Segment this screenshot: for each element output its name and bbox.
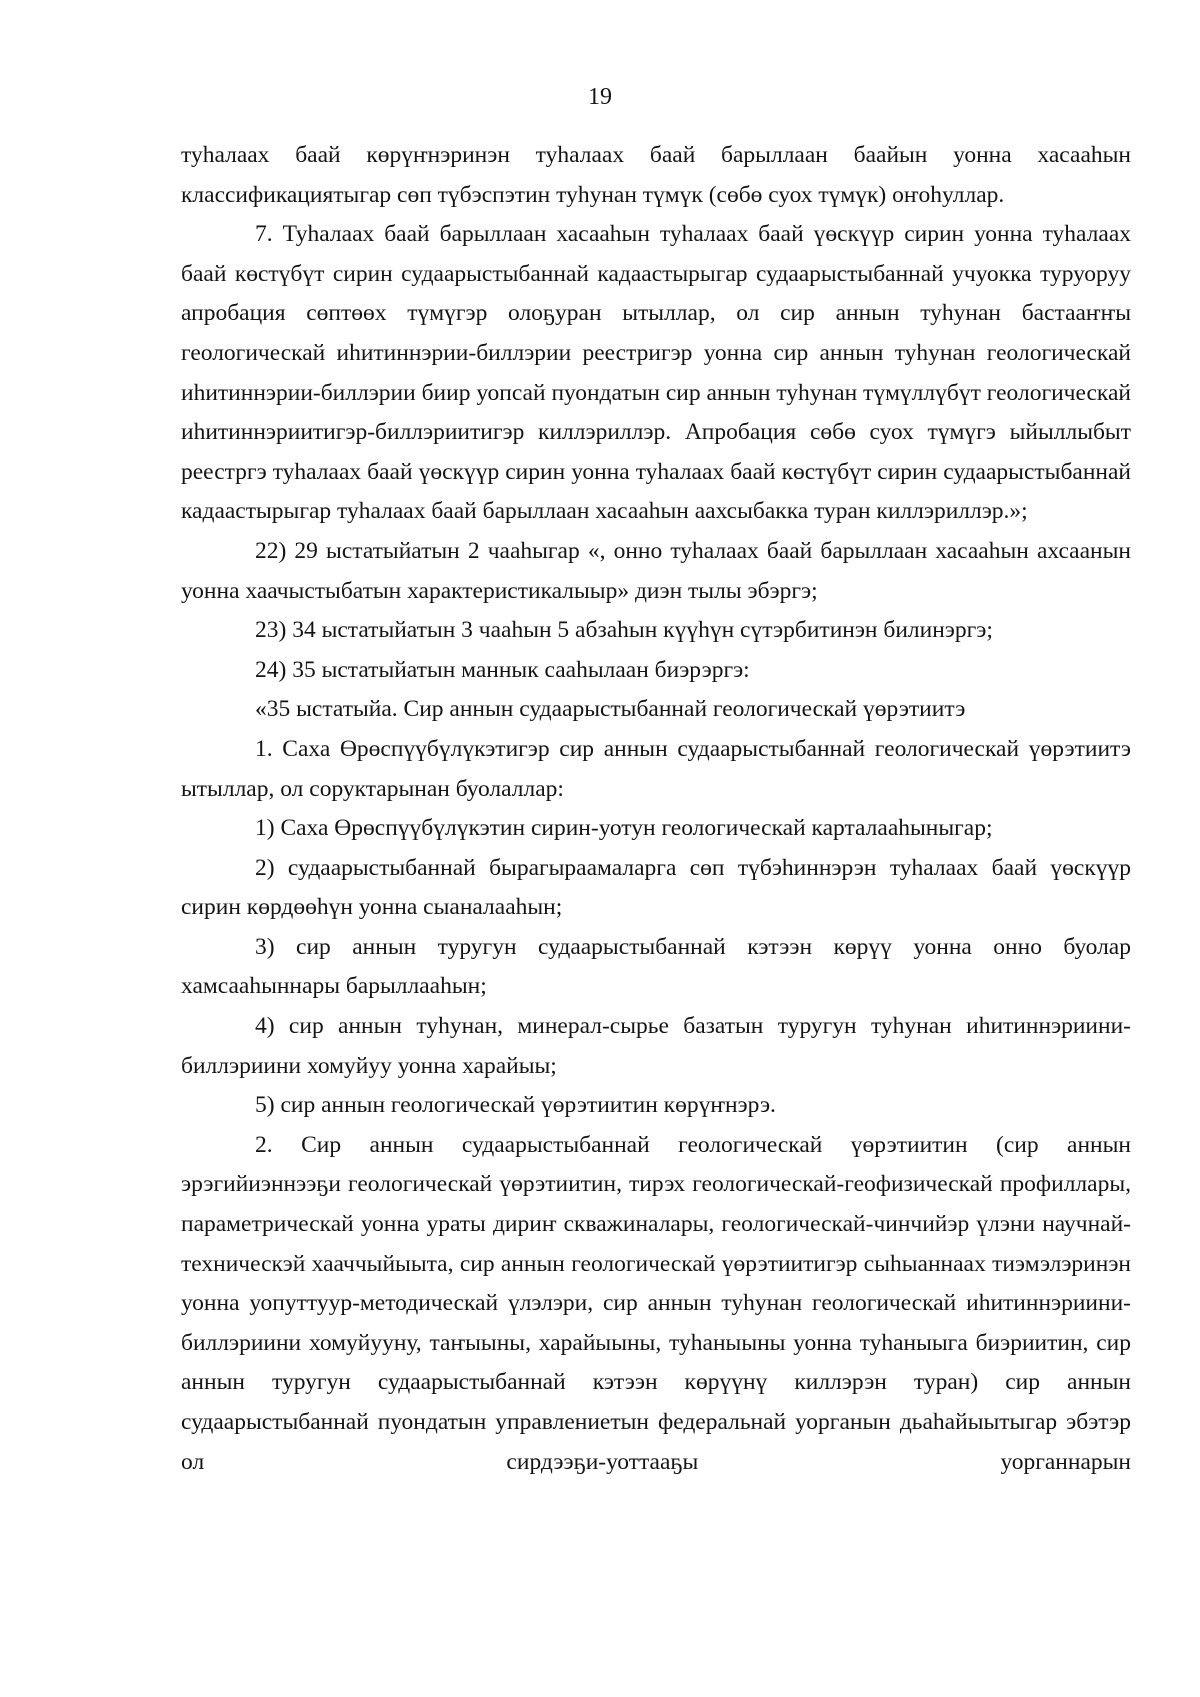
list-item-2: 2) судаарыстыбаннай бырагыраамаларга сөп түбэһиннэрэн туһалаах баай үөскүүр сирин көрдөөһүн уонна сыаналааһын; bbox=[181, 854, 1131, 921]
paragraph-amendment-23: 23) 34 ыстатыйатын 3 чааһын 5 абзаһын күүһүн сүтэрбитинэн билинэргэ; bbox=[255, 617, 993, 644]
paragraph-amendment-22: 22) 29 ыстатыйатын 2 чааһыгар «, онно туһалаах баай барыллаан хасааһын ахсаанын уонна хаачыстыбатын характеристикалыыр» диэн тылы эбэргэ; bbox=[181, 537, 1131, 604]
article-35-heading: «35 ыстатыйа. Сир аннын судаарыстыбаннай геологическай үөрэтиитэ bbox=[255, 696, 966, 723]
paragraph-amendment-24: 24) 35 ыстатыйатын маннык сааһылаан биэрэргэ: bbox=[255, 656, 750, 683]
list-item-3: 3) сир аннын туругун судаарыстыбаннай кэтээн көрүү уонна онно буолар хамсааһыннары барыллааһын; bbox=[181, 933, 1131, 1000]
paragraph-continuation: туһалаах баай көрүҥнэринэн туһалаах баай барыллаан баайын уонна хасааһын классификациятыгар сөп түбэспэтин туһунан түмүк (сөбө суох түмүк) оҥоһуллар. bbox=[181, 142, 1131, 208]
paragraph-article-35-part-2: 2. Сир аннын судаарыстыбаннай геологическай үөрэтиитин (сир аннын эрэгийиэннээҕи геологическай үөрэтиитин, тирэх геологическай-геофизическай профиллары, параметрическай уонна ураты дириҥ скважиналары, геологическай-чинчийэр үлэни научнай-техническэй хааччыйыыта, сир аннын геологическай үөрэтиитигэр сыһыаннаах тиэмэлэринэн уонна уопуттуур-методическай үлэлэри, сир аннын туһунан геологическай иһитиннэриини-биллэриини хомуйууну, таҥыыны, харайыыны, туһаныыны уонна туһаныыга биэриитин, сир аннын туругун судаарыстыбаннай кэтээн көрүүнү киллэрэн туран) сир аннын судаарыстыбаннай пуондатын управлениетын федеральнай уорганын дьаһайыытыгар эбэтэр ол сирдээҕи-уоттааҕы уорганнарын bbox=[181, 1131, 1131, 1475]
document-body bbox=[181, 136, 1131, 1482]
paragraph-article-35-part-1: 1. Саха Өрөспүүбүлүкэтигэр сир аннын судаарыстыбаннай геологическай үөрэтиитэ ытыллар, ол соруктарынан буолаллар: bbox=[181, 735, 1131, 802]
list-item-5: 5) сир аннын геологическай үөрэтиитин көрүҥнэрэ. bbox=[255, 1092, 776, 1119]
list-item-4: 4) сир аннын туһунан, минерал-сырье базатын туругун туһунан иһитиннэриини-биллэриини хомуйуу уонна харайыы; bbox=[181, 1013, 1131, 1079]
list-item-1: 1) Саха Өрөспүүбүлүкэтин сирин-уотун геологическай карталааһыныгар; bbox=[255, 815, 993, 842]
paragraph-item-7: 7. Туһалаах баай барыллаан хасааһын туһалаах баай үөскүүр сирин уонна туһалаах баай көстүбүт сирин судаарыстыбаннай кадаастырыгар судаарыстыбаннай учуокка туруоруу апробация сөптөөх түмүгэр олоҕуран ытыллар, ол сир аннын туһунан бастааҥҥы геологическай иһитиннэрии-биллэрии реестригэр уонна сир аннын туһунан геологическай иһитиннэрии-биллэрии биир уопсай пуондатын сир аннын туһунан түмүллүбүт геологическай иһитиннэриитигэр-биллэриитигэр киллэриллэр. Апробация сөбө суох түмүгэ ыйыллыбыт реестргэ туһалаах баай үөскүүр сирин уонна туһалаах баай көстүбүт сирин судаарыстыбаннай кадаастырыгар туһалаах баай барыллаан хасааһын аахсыбакка туран киллэриллэр.»; bbox=[181, 221, 1131, 525]
page-number: 19 bbox=[588, 84, 612, 110]
